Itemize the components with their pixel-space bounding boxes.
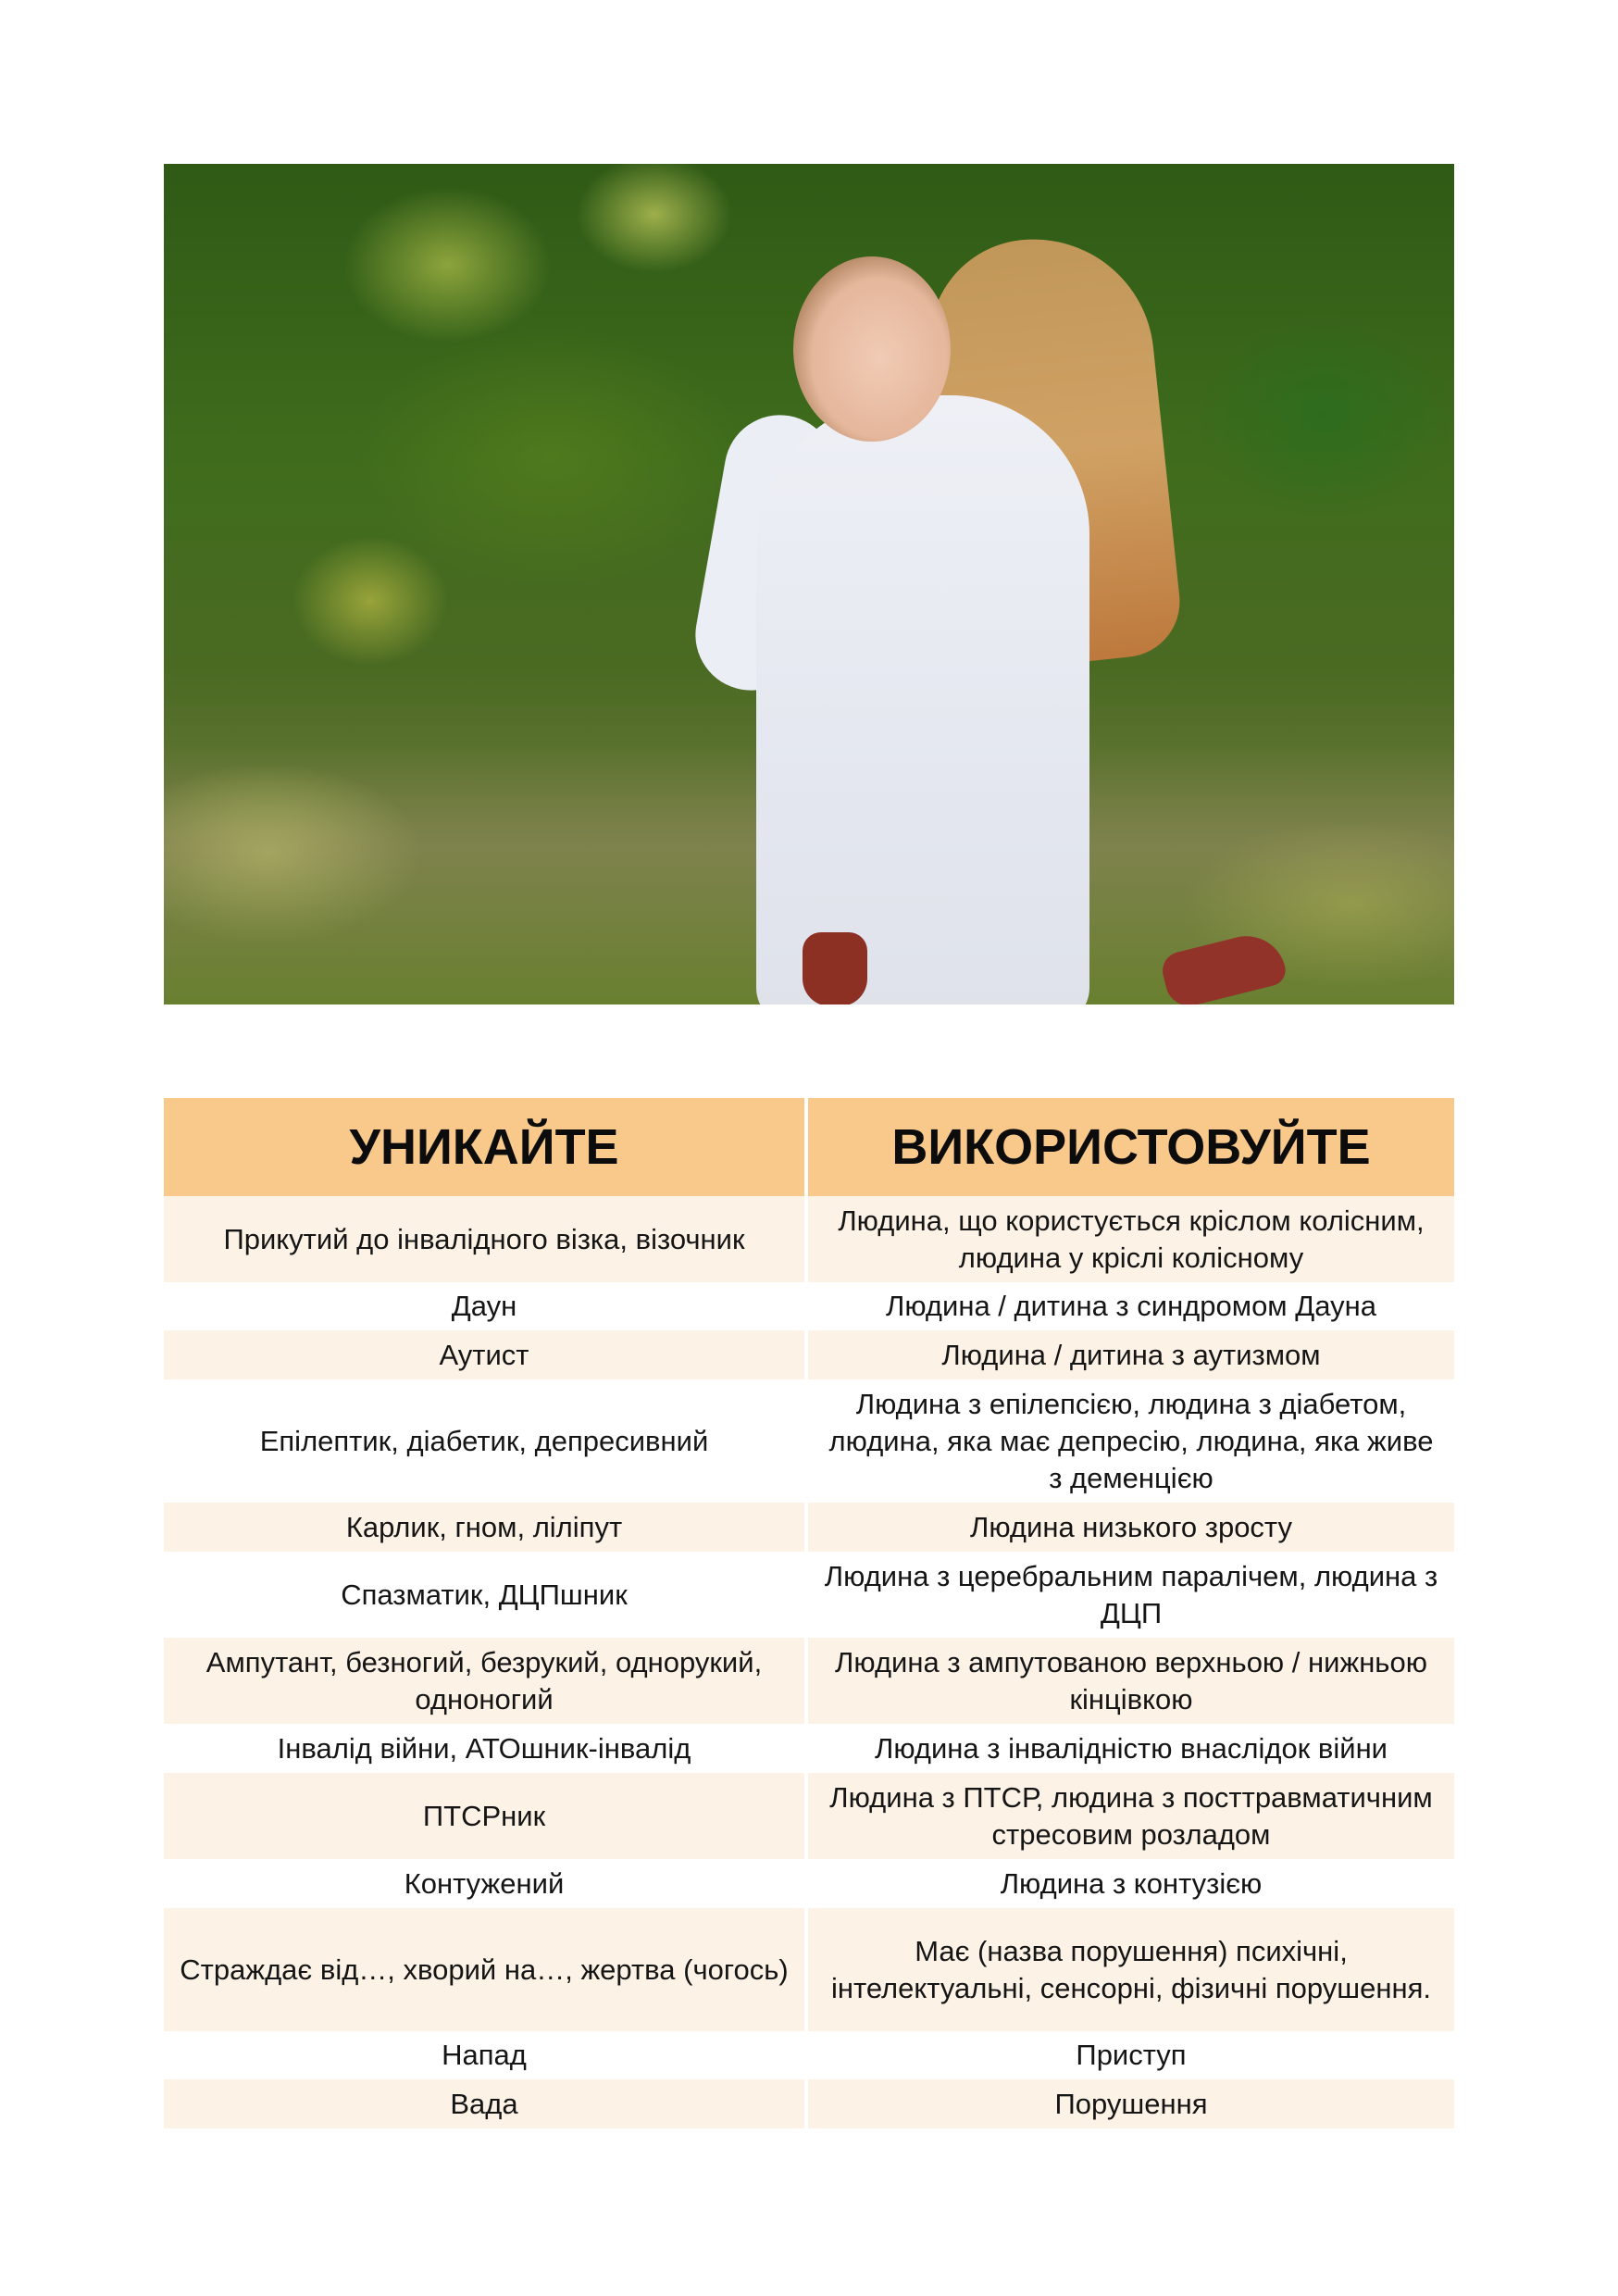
terminology-table [164,1098,1454,2128]
use-term: Людина / дитина з синдромом Дауна [808,1282,1454,1330]
avoid-term: Вада [164,2079,808,2128]
photo-shoe-left [803,932,867,1004]
table-row [164,1908,1454,2031]
avoid-term: Епілептик, діабетик, депресивний [164,1379,808,1503]
table-row [164,1196,1454,1282]
table-row [164,1330,1454,1379]
use-term: Людина низького зросту [808,1503,1454,1552]
use-term: Людина з ампутованою верхньою / нижньою кінцівкою [808,1638,1454,1724]
avoid-term: Карлик, гном, ліліпут [164,1503,808,1552]
table-row [164,1379,1454,1503]
use-term: Людина з ПТСР, людина з посттравматичним стресовим розладом [808,1773,1454,1859]
avoid-term: ПТСРник [164,1773,808,1859]
use-term: Людина / дитина з аутизмом [808,1330,1454,1379]
photo-child-face [793,256,951,442]
use-term: Людина, що користується кріслом колісним, людина у кріслі колісному [808,1196,1454,1282]
header-use: ВИКОРИСТОВУЙТЕ [808,1098,1454,1196]
table-row [164,1724,1454,1773]
use-term: Людина з інвалідністю внаслідок війни [808,1724,1454,1773]
avoid-term: Спазматик, ДЦПшник [164,1552,808,1638]
hero-photo [164,164,1454,1004]
header-avoid: УНИКАЙТЕ [164,1098,808,1196]
photo-figures [756,395,1089,1004]
table-row [164,1773,1454,1859]
table-header-row [164,1098,1454,1196]
avoid-term: Контужений [164,1859,808,1908]
table-row [164,1503,1454,1552]
avoid-term: Аутист [164,1330,808,1379]
table-row [164,1859,1454,1908]
avoid-term: Прикутий до інвалідного візка, візочник [164,1196,808,1282]
table-row [164,2079,1454,2128]
avoid-term: Інвалід війни, АТОшник-інвалід [164,1724,808,1773]
table-row [164,1638,1454,1724]
table-row [164,1552,1454,1638]
table-row [164,1282,1454,1330]
use-term: Приступ [808,2031,1454,2079]
use-term: Має (назва порушення) психічні, інтелектуальні, сенсорні, фізичні порушення. [808,1908,1454,2031]
table-row [164,2031,1454,2079]
avoid-term: Ампутант, безногий, безрукий, однорукий, одноногий [164,1638,808,1724]
avoid-term: Страждає від…, хворий на…, жертва (чогось) [164,1908,808,2031]
avoid-term: Напад [164,2031,808,2079]
use-term: Людина з контузією [808,1859,1454,1908]
use-term: Людина з церебральним паралічем, людина з ДЦП [808,1552,1454,1638]
use-term: Людина з епілепсією, людина з діабетом, людина, яка має депресію, людина, яка живе з деменцією [808,1379,1454,1503]
avoid-term: Даун [164,1282,808,1330]
use-term: Порушення [808,2079,1454,2128]
